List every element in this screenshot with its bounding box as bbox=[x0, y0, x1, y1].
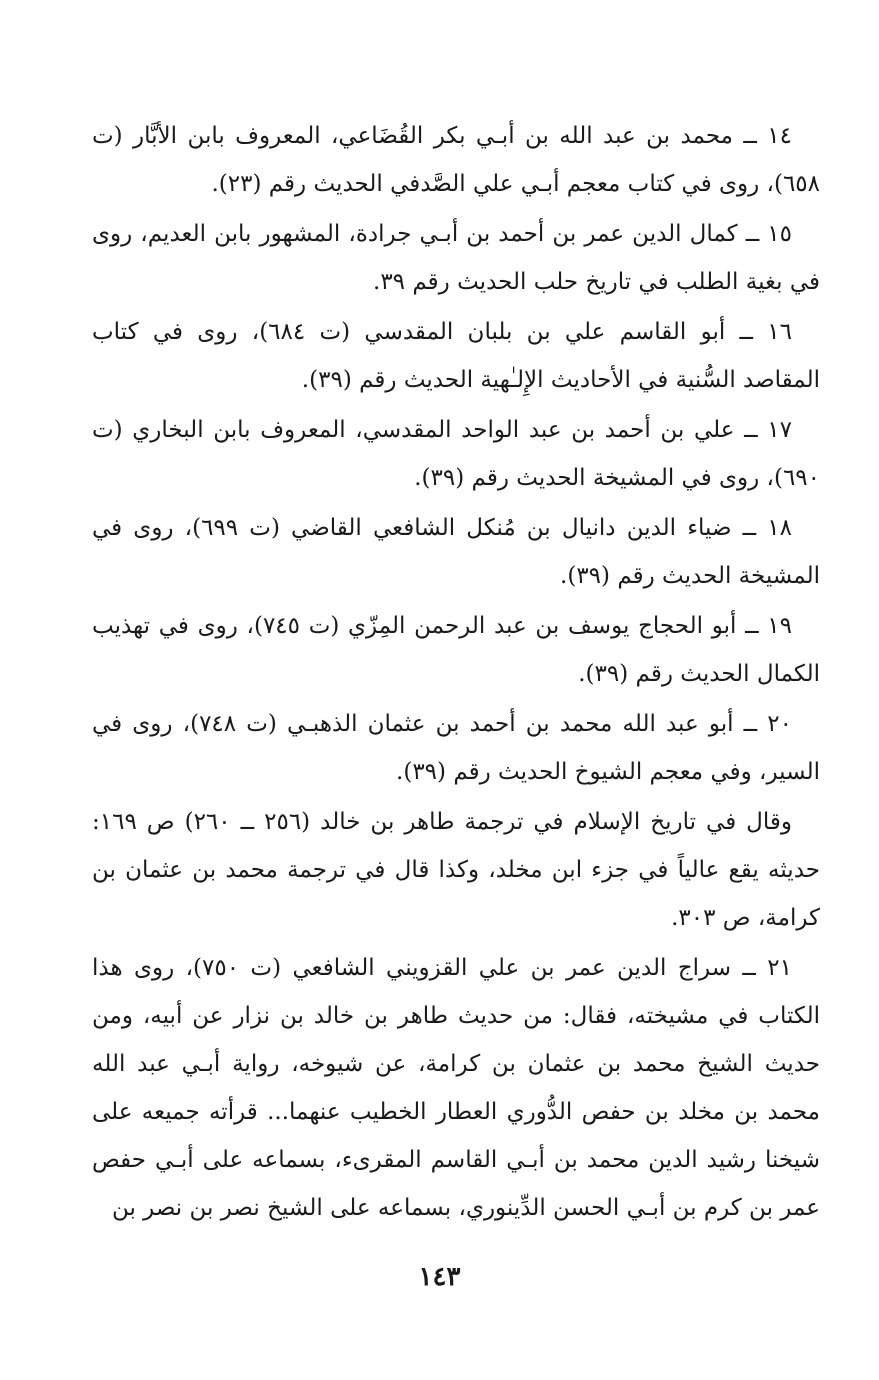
paragraph-tarikh-islam: وقال في تاريخ الإسلام في ترجمة طاهر بن خالد (٢٥٦ ــ ٢٦٠) ص ١٦٩: حديثه يقع عالياً في جزء ابن مخلد، وكذا قال في ترجمة محمد بن عثمان بن كرامة، ص ٣٠٣. bbox=[92, 809, 820, 931]
page-number: ١٤٣ bbox=[418, 1262, 461, 1292]
paragraph-18: ١٨ ــ ضياء الدين دانيال بن مُنكل الشافعي القاضي (ت ٦٩٩)، روى في المشيخة الحديث رقم (٣٩). bbox=[92, 515, 820, 589]
paragraph-15: ١٥ ــ كمال الدين عمر بن أحمد بن أبـي جرادة، المشهور بابن العديم، روى في بغية الطلب في تاريخ حلب الحديث رقم ٣٩. bbox=[92, 221, 820, 295]
paragraph-17: ١٧ ــ علي بن أحمد بن عبد الواحد المقدسي، المعروف بابن البخاري (ت ٦٩٠)، روى في المشيخة الحديث رقم (٣٩). bbox=[92, 417, 820, 491]
paragraph-21: ٢١ ــ سراج الدين عمر بن علي القزويني الشافعي (ت ٧٥٠)، روى هذا الكتاب في مشيخته، فقال: من حديث طاهر بن خالد بن نزار عن أبيه، ومن حديث الشيخ محمد بن عثمان بن كرامة، عن شيوخه، رواية أبـي عبد الله محمد بن مخلد بن حفص الدُّوري العطار الخطيب عنهما... قرأته جميعه على شيخنا رشيد الدين محمد بن أبـي القاسم المقرىء، بسماعه على أبـي حفص عمر بن كرم بن أبـي الحسن الدِّينوري، بسماعه على الشيخ نصر بن نصر بن bbox=[92, 955, 820, 1221]
paragraph-20: ٢٠ ــ أبو عبد الله محمد بن أحمد بن عثمان الذهبـي (ت ٧٤٨)، روى في السير، وفي معجم الشيوخ الحديث رقم (٣٩). bbox=[92, 711, 820, 785]
paragraph-14: ١٤ ــ محمد بن عبد الله بن أبـي بكر القُضَاعي، المعروف بابن الأبَّار (ت ٦٥٨)، روى في كتاب معجم أبـي علي الصَّدفي الحديث رقم (٢٣). bbox=[92, 123, 820, 197]
paragraph-16: ١٦ ــ أبو القاسم علي بن بلبان المقدسي (ت ٦٨٤)، روى في كتاب المقاصد السُّنية في الأحاديث الإِلـٰهية الحديث رقم (٣٩). bbox=[92, 319, 820, 393]
paragraph-19: ١٩ ــ أبو الحجاج يوسف بن عبد الرحمن المِزّي (ت ٧٤٥)، روى في تهذيب الكمال الحديث رقم (٣٩). bbox=[92, 613, 820, 687]
body-text bbox=[92, 112, 820, 1232]
